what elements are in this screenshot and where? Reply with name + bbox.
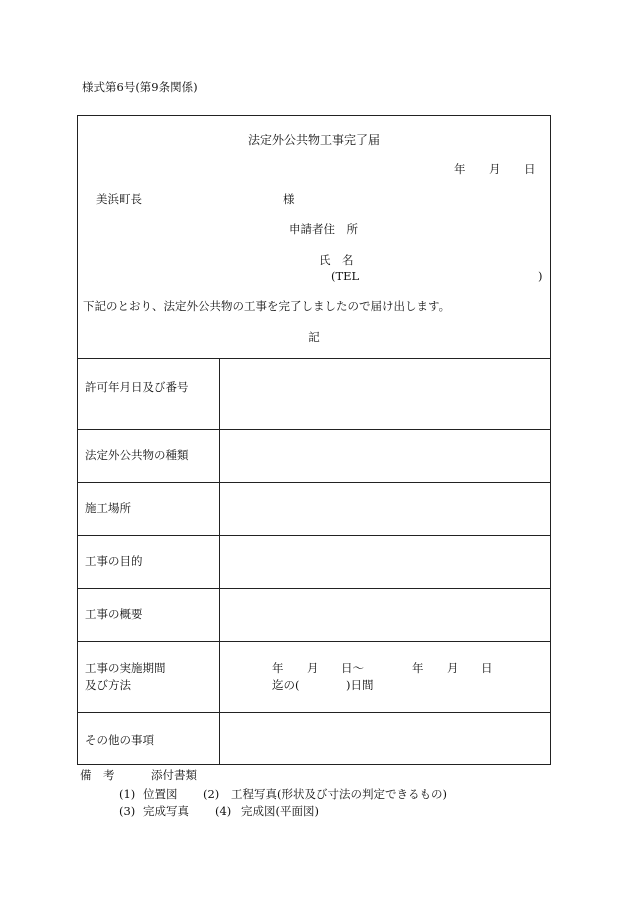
applicant-name-label: 氏 名 <box>319 253 354 267</box>
notes-attachments-label: 添付書類 <box>151 768 197 782</box>
note-item-1-num: (1) <box>119 787 136 801</box>
row-divider <box>78 482 550 483</box>
note-item-4-num: (4) <box>215 804 232 818</box>
table-top-line <box>78 358 550 359</box>
row-label-method: 及び方法 <box>85 678 131 692</box>
applicant-tel-label: (TEL <box>331 269 360 283</box>
statement: 下記のとおり、法定外公共物の工事を完了しましたので届け出します。 <box>83 299 451 313</box>
note-item-3: 完成写真 <box>143 804 189 818</box>
honorific: 様 <box>283 192 295 206</box>
note-item-1: 位置図 <box>143 787 178 801</box>
note-item-3-num: (3) <box>119 804 136 818</box>
row-label-type: 法定外公共物の種類 <box>85 448 189 462</box>
days-suffix: )日間 <box>346 678 374 692</box>
row-divider <box>78 429 550 430</box>
start-day: 日～ <box>341 661 364 675</box>
row-divider <box>78 535 550 536</box>
ki-heading: 記 <box>308 330 320 344</box>
applicant-address-label: 申請者住 所 <box>289 222 358 236</box>
date-year: 年 <box>454 162 466 176</box>
end-month: 月 <box>447 661 459 675</box>
days-prefix: 迄の( <box>272 678 300 692</box>
date-month: 月 <box>489 162 501 176</box>
form-code: 様式第6号(第9条関係) <box>82 80 198 94</box>
note-item-2-num: (2) <box>203 787 220 801</box>
row-label-permit: 許可年月日及び番号 <box>85 380 189 394</box>
end-year: 年 <box>412 661 424 675</box>
addressee: 美浜町長 <box>96 192 142 206</box>
column-divider <box>219 358 220 764</box>
row-label-other: その他の事項 <box>85 733 154 747</box>
row-label-overview: 工事の概要 <box>85 607 143 621</box>
row-label-site: 施工場所 <box>85 501 131 515</box>
notes-biko: 備 考 <box>80 768 115 782</box>
row-divider <box>78 712 550 713</box>
note-item-2: 工程写真(形状及び寸法の判定できるもの) <box>231 787 447 801</box>
start-year: 年 <box>272 661 284 675</box>
row-divider <box>78 588 550 589</box>
end-day: 日 <box>481 661 493 675</box>
row-divider <box>78 641 550 642</box>
applicant-tel-close: ) <box>538 269 543 283</box>
form-box <box>77 115 551 765</box>
date-day: 日 <box>524 162 536 176</box>
start-month: 月 <box>307 661 319 675</box>
note-item-4: 完成図(平面図) <box>241 804 319 818</box>
row-label-period: 工事の実施期間 <box>85 661 166 675</box>
row-label-purpose: 工事の目的 <box>85 554 143 568</box>
form-title: 法定外公共物工事完了届 <box>247 133 380 147</box>
